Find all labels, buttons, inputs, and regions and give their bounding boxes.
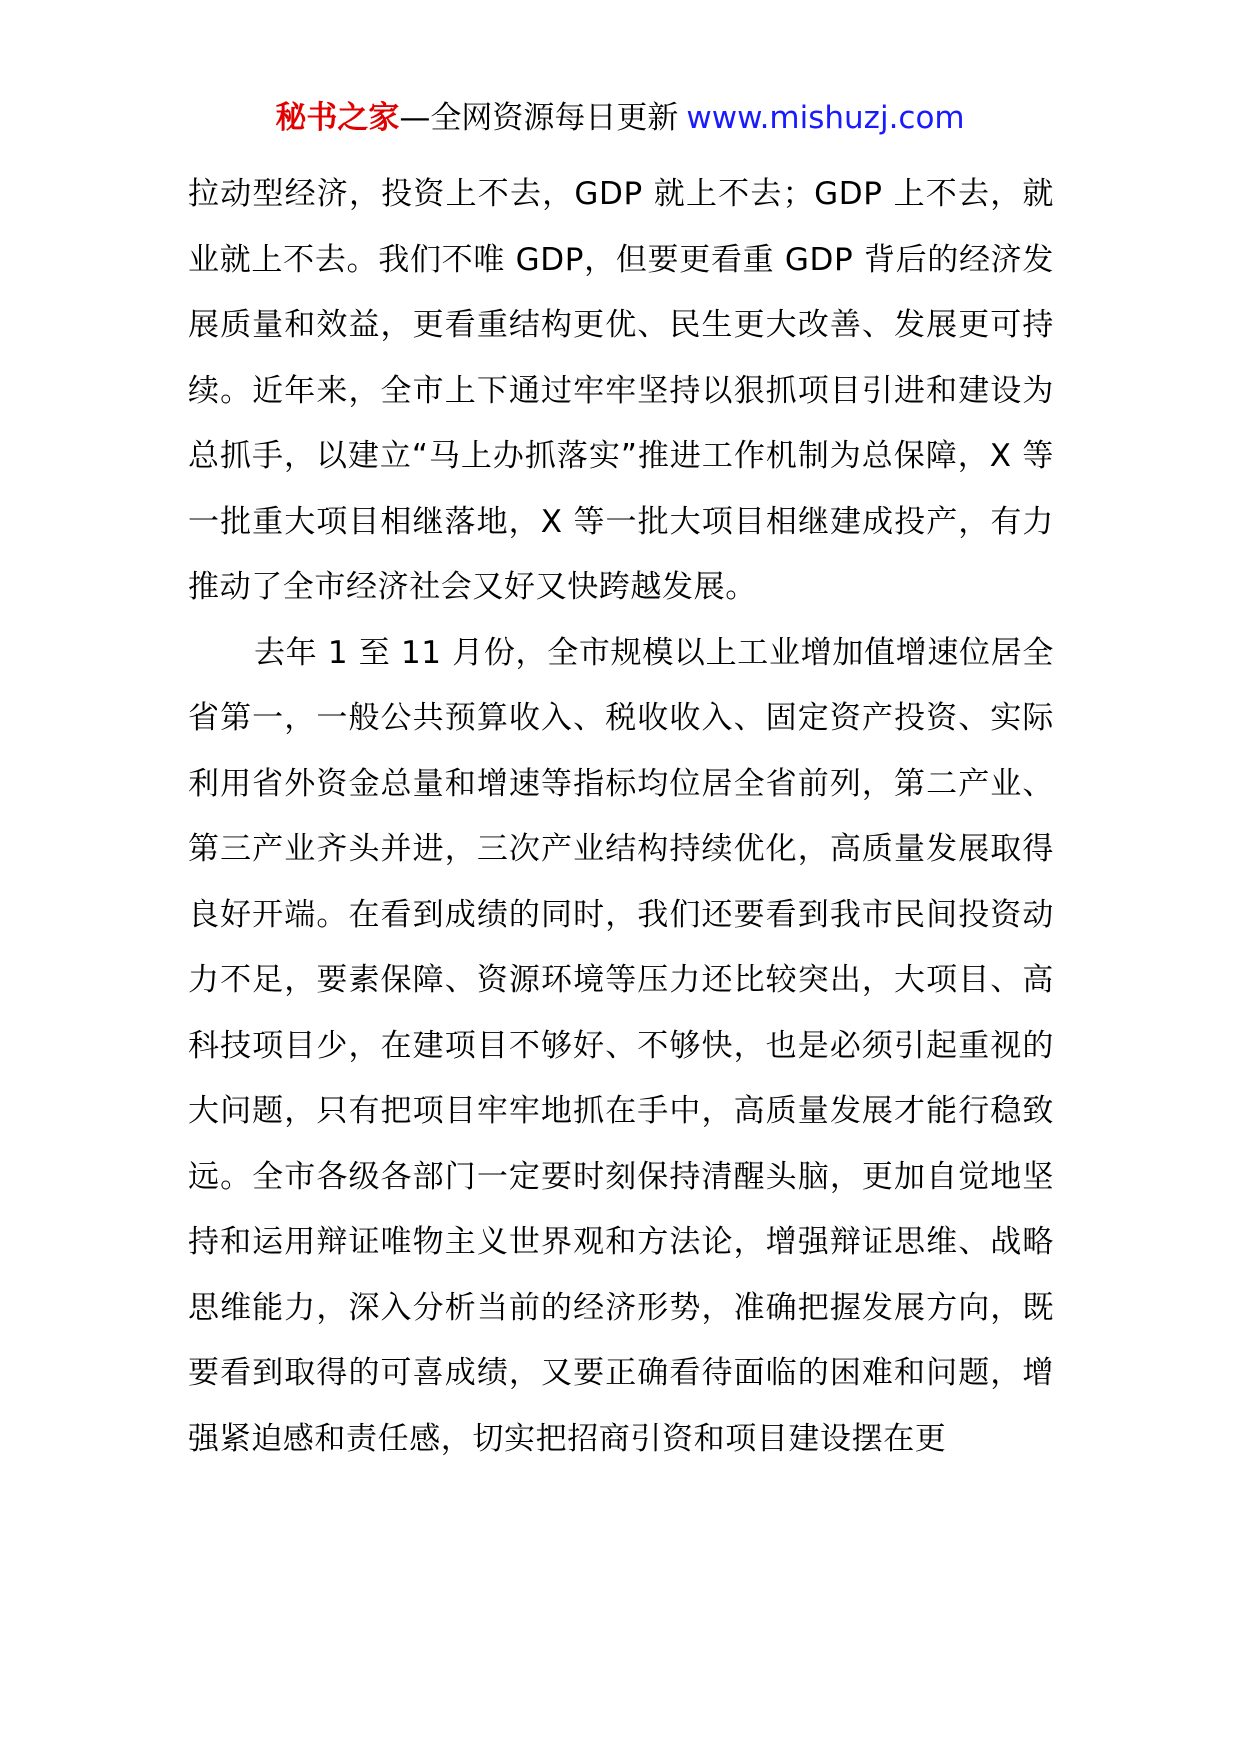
document-body: [188, 162, 1054, 1472]
paragraph-continued: 拉动型经济，投资上不去，GDP 就上不去；GDP 上不去，就业就上不去。我们不唯 GDP，但要更看重 GDP 背后的经济发展质量和效益，更看重结构更优、民生更大改善、发展更可持续。近年来，全市上下通过牢牢坚持以狠抓项目引进和建设为总抓手，以建立“马上办抓落实”推进工作机制为总保障，X 等一批重大项目相继落地，X 等一批大项目相继建成投产，有力推动了全市经济社会又好又快跨越发展。: [188, 176, 1054, 605]
site-header: [0, 96, 1240, 140]
brand-name: 秘书之家: [275, 100, 400, 136]
header-slogan: —全网资源每日更新: [399, 100, 679, 136]
paragraph: 去年 1 至 11 月份，全市规模以上工业增加值增速位居全省第一，一般公共预算收入、税收收入、固定资产投资、实际利用省外资金总量和增速等指标均位居全省前列，第二产业、第三产业齐头并进，三次产业结构持续优化，高质量发展取得良好开端。在看到成绩的同时，我们还要看到我市民间投资动力不足，要素保障、资源环境等压力还比较突出，大项目、高科技项目少，在建项目不够好、不够快，也是必须引起重视的大问题，只有把项目牢牢地抓在手中，高质量发展才能行稳致远。全市各级各部门一定要时刻保持清醒头脑，更加自觉地坚持和运用辩证唯物主义世界观和方法论，增强辩证思维、战略思维能力，深入分析当前的经济形势，准确把握发展方向，既要看到取得的可喜成绩，又要正确看待面临的困难和问题，增强紧迫感和责任感，切实把招商引资和项目建设摆在更: [188, 634, 1054, 1457]
site-url-link[interactable]: www.mishuzj.com: [686, 100, 965, 136]
